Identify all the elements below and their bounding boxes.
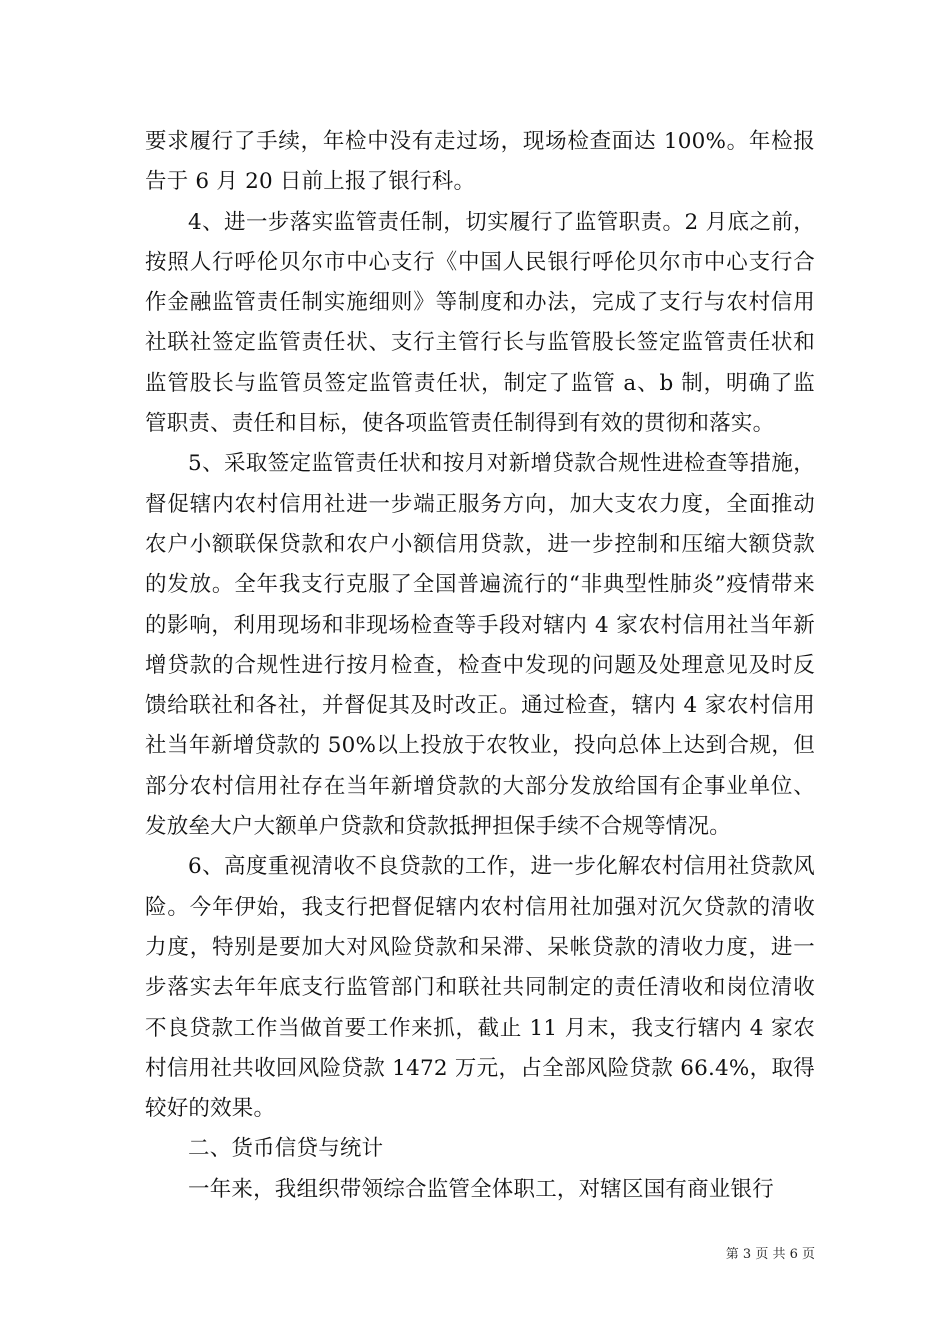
paragraph-item-4: 4、进一步落实监管责任制，切实履行了监管职责。2 月底之前，按照人行呼伦贝尔市中心支行《中国人民银行呼伦贝尔市中心支行合作金融监管责任制实施细则》等制度和办法，完成了支行与农村信用社联社签定监管责任状、支行主管行长与监管股长签定监管责任状和监管股长与监管员签定监管责任状，制定了监管 a、b 制，明确了监管职责、责任和目标，使各项监管责任制得到有效的贯彻和落实。 [145,209,815,437]
paragraph-continued: 要求履行了手续，年检中没有走过场，现场检查面达 100%。年检报告于 6 月 20 日前上报了银行科。 [145,129,815,195]
section-heading-monetary-credit: 二、货币信贷与统计 [188,1136,384,1162]
paragraph-item-6: 6、高度重视清收不良贷款的工作，进一步化解农村信用社贷款风险。今年伊始，我支行把督促辖内农村信用社加强对沉欠贷款的清收力度，特别是要加大对风险贷款和呆滞、呆帐贷款的清收力度，进一步落实去年年底支行监管部门和联社共同制定的责任清收和岗位清收不良贷款工作当做首要工作来抓，截止 11 月末，我支行辖内 4 家农村信用社共收回风险贷款 1472 万元，占全部风险贷款 66.4%，取得较好的效果。 [145,854,815,1122]
paragraph-section-2-body: 一年来，我组织带领综合监管全体职工，对辖区国有商业银行 [188,1176,774,1202]
paragraph-item-5: 5、采取签定监管责任状和按月对新增贷款合规性进检查等措施，督促辖内农村信用社进一步端正服务方向，加大支农力度，全面推动农户小额联保贷款和农户小额信用贷款，进一步控制和压缩大额贷款的发放。全年我支行克服了全国普遍流行的“非典型性肺炎”疫情带来的影响，利用现场和非现场检查等手段对辖内 4 家农村信用社当年新增贷款的合规性进行按月检查，检查中发现的问题及处理意见及时反馈给联社和各社，并督促其及时改正。通过检查，辖内 4 家农村信用社当年新增贷款的 50%以上投放于农牧业，投向总体上达到合规，但部分农村信用社存在当年新增贷款的大部分发放给国有企事业单位、发放垒大户大额单户贷款和贷款抵押担保手续不合规等情况。 [145,451,815,840]
document-body [145,122,815,1210]
page-number-footer: 第 3 页 共 6 页 [725,1247,815,1262]
